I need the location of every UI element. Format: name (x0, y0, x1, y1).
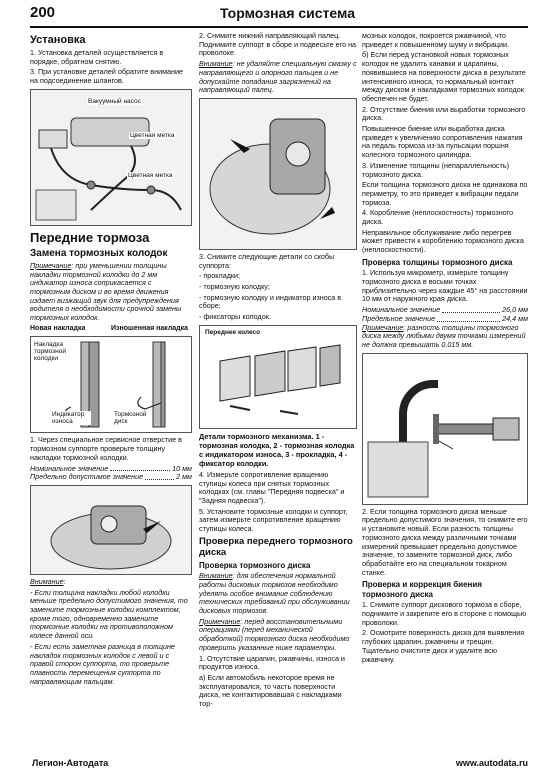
new-pad-label: Новая накладка (30, 324, 86, 332)
paragraph: 4. Измерьте сопротивление вращению ступицы колеса при снятых тормозных колодках (см. главы "Передняя подвеска" и "Задняя подвеска"). (199, 469, 345, 505)
list-item: - тормозную колодку; (199, 282, 270, 292)
figure-label: Накладка тормозной колодки (33, 341, 79, 362)
column-right (362, 32, 528, 666)
paragraph: 4. Коробление (неплоскостность) тормозного диска. (362, 208, 514, 227)
section-title-disc-check: Проверка переднего тормозного диска (199, 535, 353, 558)
attention-text: : для обеспечения нормальной работы дисковых тормозов необходимо уделять особое внимание соблюдению технических требований при обслуживании дисковых тормозов. (199, 571, 350, 616)
figure-label: Тормозной диск (114, 411, 147, 426)
section-title-install: Установка (30, 34, 86, 46)
paragraph: б) Если перед установкой новых тормозных колодок не удалить канавки и царапины, появившиеся на поверхности диска в результате интенсивного износа, то нормальный контакт между диском и накладками тормозных колодок обеспечен не будет. (362, 50, 526, 103)
figure-vacuum-pump (30, 89, 192, 226)
paragraph: 2. Отсутствие биения или выработки тормозного диска. (362, 104, 526, 123)
limit-row: Предельное значение 24,4 мм (362, 313, 528, 323)
paragraph: мозных колодок, покроется ржавчиной, что приведет к повышенному шуму и вибрации. (362, 31, 510, 49)
footer-publisher: Легион-Автодата (32, 758, 109, 768)
section-title-front-brakes: Передние тормоза (30, 229, 150, 245)
attention-label: Внимание (199, 571, 233, 581)
figure-micrometer (362, 353, 528, 505)
figure-caliper-removal (199, 98, 357, 250)
paragraph: - Если толщина накладки любой колодки меньше предельно допустимого значения, то замените тормозные колодки комплектом, кроме того, одновременно замените тормозные колодки на противоположном колесе данной оси. (30, 587, 188, 641)
paragraph: 3. Изменение толщины (непараллельность) тормозного диска. (362, 160, 509, 179)
note-label: Примечание (199, 616, 241, 626)
figure-label: Цветная метка (130, 131, 175, 139)
subsection-title-disc: Проверка тормозного диска (199, 560, 311, 570)
nominal-row: Номинальное значение 26,0 мм (362, 305, 528, 315)
page-header (30, 2, 528, 28)
note-label: Примечание (30, 260, 72, 270)
list-item: - прокладки; (199, 271, 241, 281)
paragraph: - Если есть заметная разница в толщине накладок тормозных колодок с левой и с правой сторон суппорта, то проверьте плавность перемещения суппорта по направляющим пальцам. (30, 641, 175, 686)
list-item: - тормозную колодку и индикатор износа в сборе; (199, 292, 342, 311)
nominal-row: Номинальное значение 10 мм (30, 463, 192, 473)
paragraph: 3. Снимите следующие детали со скобы суппорта: (199, 251, 335, 270)
paragraph: 2. Снимите нижний направляющий палец. Поднимите суппорт в сборе и подвесьте его на проволоке. (199, 31, 357, 58)
section-title-thickness: Проверка толщины тормозного диска (362, 257, 513, 267)
worn-pad-label: Изношенная накладка (111, 324, 189, 332)
figure-label: Вакуумный насос (88, 97, 141, 105)
pad-comparison-header (30, 325, 192, 334)
figure-label: Цветная метка (128, 171, 173, 179)
section-title-runout: Проверка и коррекция биения тормозного диска (362, 580, 482, 599)
paragraph: 1. Снимите суппорт дискового тормоза в сборе, поднимите и закрепите его в стороне с помощью проволоки. (362, 600, 527, 627)
footer-website[interactable]: www.autodata.ru (455, 758, 528, 768)
attention-label: Внимание (199, 59, 233, 69)
column-left: Установка 1. Установка деталей осуществляется в порядке, обратном снятию. 3. При установке деталей обратите внимание на подсоединение шлангов. Вакуумный насос Цветная метка Цветная метка Передние тормоза Замена тормозных колодок Примечание: при уменьшении толщины накладки тормозной колодки до 2 мм индикатор износа соприкасается с тормозным диском и во время движения издает визжащий звук для предупреждения водителя о необходимости срочной замены тормозных колодок. Новая накладка Изношенная накладка Накладка тормозной колодки Индикатор износа Тормозной диск 1. Через специальное сервисное отверстие в тормозном суппорте проверьте толщину накладки тормозной колодки. Номинальное значение 10 мм Предельно допустимое значение 2 мм Внимание: - Если толщина накладки любой колодки меньше предельно допустимого значения, то замените тормозные колодки комплектом, кроме того, одновременно замените тормозные колодки на противоположном колесе данной оси. - Если есть заметная разница в толщине накладок тормозных колодок с левой и с правой сторон суппорта, то проверьте плавность перемещения суппорта по направляющим пальцам. (30, 34, 192, 686)
paragraph: Если толщина тормозного диска не одинакова по периметру, то это приведет к вибрации педали тормоза. (362, 180, 528, 207)
paragraph: 2. Если толщина тормозного диска меньше предельно допустимого значения, то снимите его и установите новый. Если разность толщины тормозного диска между различными точками измерений превышает предельно допустимое значение, то замените тормозной диск, либо обработайте его на специальном токарном станке. (362, 506, 528, 577)
page-number: 200 (30, 4, 56, 21)
figure-title: Переднее колесо (205, 328, 261, 336)
paragraph: а) Если автомобиль некоторое время не эксплуатировался, то часть поверхности диска, не контактировавшая с накладками тор- (199, 673, 342, 709)
attention-label: Внимание (30, 576, 64, 586)
column-middle (199, 32, 357, 711)
figure-pad-wear (30, 336, 192, 433)
figure-label: Индикатор износа (51, 411, 91, 425)
note-text: : при уменьшении толщины накладки тормозной колодки до 2 мм индикатор износа соприкасается с тормозным диском и во время движения издает визжащий звук для предупреждения водителя о необходимости срочной замены тормозных колодок. (30, 260, 182, 323)
paragraph: 1. Используя микрометр, измерьте толщину тормозного диска в восьми точках приблизительно через каждые 45° на расстоянии 10 мм от наружного края диска. (362, 268, 528, 304)
note-text: : разность толщины тормозного диска между любыми двумя точками измерений не должна превышать 0,015 мм. (362, 322, 526, 349)
page-title: Тормозная система (220, 5, 355, 21)
figure-brake-parts (199, 325, 357, 429)
paragraph: Повышенное биение или выработка диска приведет к увеличению сопротивления нажатия на педаль тормоза из-за пульсации поршня колесного тормозного цилиндра. (362, 124, 523, 160)
subsection-title-pads: Замена тормозных колодок (30, 247, 168, 259)
note-label: Примечание (362, 322, 404, 332)
paragraph: 1. Отсутствие царапин, ржавчины, износа и продуктов износа. (199, 653, 345, 672)
paragraph: Неправильное обслуживание либо перегрев может привести к короблению тормозного диска (неплоскостности). (362, 227, 524, 255)
limit-row: Предельно допустимое значение 2 мм (30, 472, 192, 482)
paragraph: 1. Установка деталей осуществляется в порядке, обратном снятию. (30, 48, 164, 66)
figure-caliper-check (30, 485, 192, 575)
paragraph: 3. При установке деталей обратите внимание на подсоединение шлангов. (30, 67, 184, 86)
paragraph: 5. Установите тормозные колодки и суппорт, затем измерьте сопротивление вращению ступицы колеса. (199, 506, 348, 534)
list-item: - фиксаторы колодок. (199, 312, 271, 322)
attention-text: : не удаляйте специальную смазку с направляющего и опорного пальцев и не допускайте попадания загрязнений на направляющий палец. (199, 59, 357, 95)
paragraph: 2. Осмотрите поверхность диска для выявления глубоких царапин, ржавчины и трещин. Тщательно очистите диск и удалите всю ржавчину. (362, 628, 525, 664)
note-text: : перед восстановительными операциями (перед механической обработкой) тормозного диска необходимо проверить указанные ниже параметры. (199, 616, 350, 652)
figure-caption: Детали тормозного механизма. 1 - тормозная колодка, 2 - тормозная колодка с индикатором износа, 3 - прокладка, 4 - фиксатор колодки. (199, 431, 355, 468)
paragraph: 1. Через специальное сервисное отверстие в тормозном суппорте проверьте толщину накладки тормозной колодки. (30, 435, 182, 462)
